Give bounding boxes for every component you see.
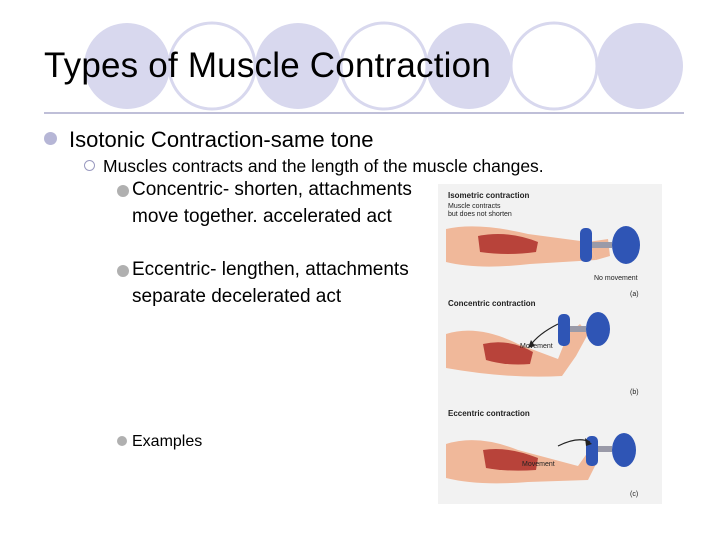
bullet-examples xyxy=(117,433,202,451)
isometric-title: Isometric contraction xyxy=(448,191,530,200)
hollow-bullet-icon xyxy=(84,160,95,171)
sub-bullet-muscles xyxy=(84,156,544,177)
bullet-icon xyxy=(117,185,129,197)
bullet-icon xyxy=(117,265,129,277)
bullet-icon xyxy=(117,436,127,446)
eccentric-title: Eccentric contraction xyxy=(448,409,530,418)
bullet-eccentric xyxy=(117,257,432,310)
bullet-eccentric-text: Eccentric- lengthen, attachments separate decelerated act xyxy=(132,259,409,307)
bullet-concentric xyxy=(117,177,432,230)
sub-bullet-muscles-text: Muscles contracts and the length of the muscle changes. xyxy=(103,156,544,176)
arm-illustration-a xyxy=(446,226,640,267)
arm-illustration-c xyxy=(446,433,636,483)
bullet-isotonic-text: Isotonic Contraction-same tone xyxy=(69,127,374,152)
title-divider xyxy=(44,112,684,114)
isometric-note-2: but does not shorten xyxy=(448,211,512,218)
no-movement-label: No movement xyxy=(594,275,638,282)
label-a: (a) xyxy=(630,291,639,298)
bullet-icon xyxy=(44,132,57,145)
isometric-note-1: Muscle contracts xyxy=(448,203,501,210)
slide-title: Types of Muscle Contraction xyxy=(44,46,491,85)
bullet-concentric-text: Concentric- shorten, attachments move together. accelerated act xyxy=(132,179,412,227)
label-c: (c) xyxy=(630,491,639,498)
label-b: (b) xyxy=(630,389,639,396)
bullet-isotonic xyxy=(44,127,374,153)
movement-label-b: Movement xyxy=(520,343,553,350)
movement-label-c: Movement xyxy=(522,461,555,468)
bullet-examples-text: Examples xyxy=(132,433,203,450)
muscle-contraction-figure xyxy=(438,184,662,504)
concentric-title: Concentric contraction xyxy=(448,299,536,308)
